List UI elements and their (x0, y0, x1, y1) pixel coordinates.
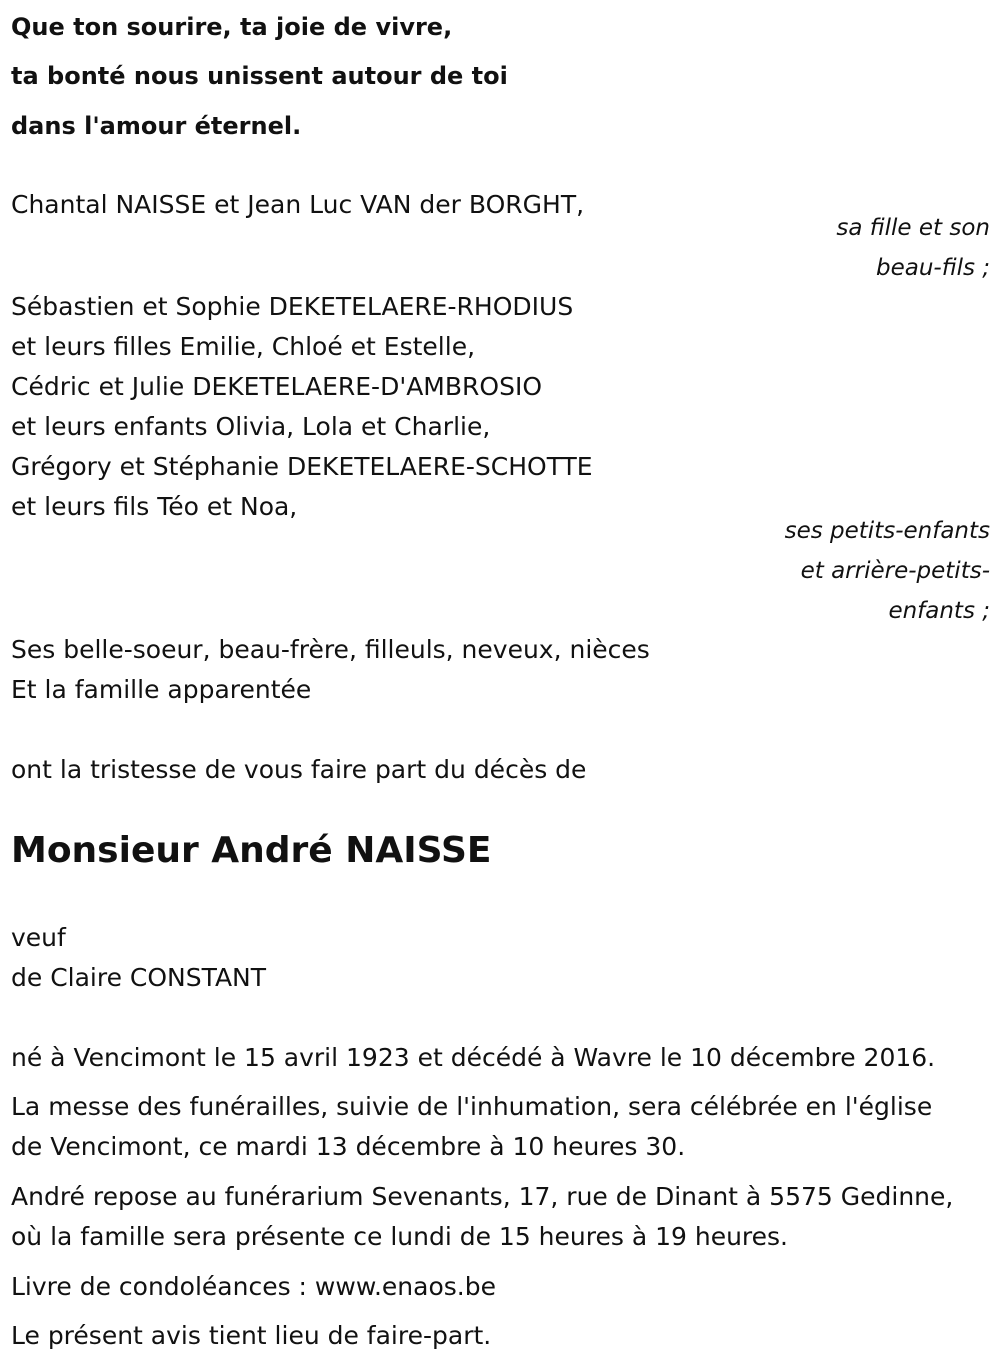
funeral-line-2: de Vencimont, ce mardi 13 décembre à 10 heures 30. (11, 1132, 686, 1161)
spouse-line-2: de Claire CONSTANT (11, 963, 267, 992)
daughter-role-line-1: sa fille et son (836, 215, 990, 241)
family-line-1: Ses belle-soeur, beau-frère, filleuls, neveux, nièces (11, 635, 650, 664)
family-line-2: Et la famille apparentée (11, 675, 312, 704)
verse-line-1: Que ton sourire, ta joie de vivre, (11, 13, 453, 41)
grandchildren-role-line-3: enfants ; (888, 598, 990, 624)
condolences-text: Livre de condoléances : www.enaos.be (11, 1272, 496, 1301)
grandchildren-line-3: Cédric et Julie DEKETELAERE-D'AMBROSIO (11, 372, 542, 401)
birth-death-text: né à Vencimont le 15 avril 1923 et décédé à Wavre le 10 décembre 2016. (11, 1043, 936, 1072)
grandchildren-line-4: et leurs enfants Olivia, Lola et Charlie, (11, 412, 491, 441)
daughter-names: Chantal NAISSE et Jean Luc VAN der BORGHT, (11, 190, 585, 219)
funerarium-line-2: où la famille sera présente ce lundi de 15 heures à 19 heures. (11, 1222, 789, 1251)
funerarium-line-1: André repose au funérarium Sevenants, 17, rue de Dinant à 5575 Gedinne, (11, 1182, 954, 1211)
grandchildren-line-2: et leurs filles Emilie, Chloé et Estelle, (11, 332, 476, 361)
daughter-role-line-2: beau-fils ; (875, 255, 990, 281)
deceased-name: Monsieur André NAISSE (11, 830, 492, 871)
funeral-line-1: La messe des funérailles, suivie de l'inhumation, sera célébrée en l'église (11, 1092, 933, 1121)
grandchildren-line-1: Sébastien et Sophie DEKETELAERE-RHODIUS (11, 292, 574, 321)
notice-text: Le présent avis tient lieu de faire-part. (11, 1321, 492, 1350)
grandchildren-role-line-1: ses petits-enfants (784, 518, 990, 544)
grandchildren-role-line-2: et arrière-petits- (800, 558, 990, 584)
verse-line-2: ta bonté nous unissent autour de toi (11, 62, 508, 90)
spouse-line-1: veuf (11, 923, 66, 952)
verse-line-3: dans l'amour éternel. (11, 112, 302, 140)
grandchildren-line-5: Grégory et Stéphanie DEKETELAERE-SCHOTTE (11, 452, 593, 481)
announcement-text: ont la tristesse de vous faire part du décès de (11, 755, 587, 784)
grandchildren-line-6: et leurs fils Téo et Noa, (11, 492, 298, 521)
